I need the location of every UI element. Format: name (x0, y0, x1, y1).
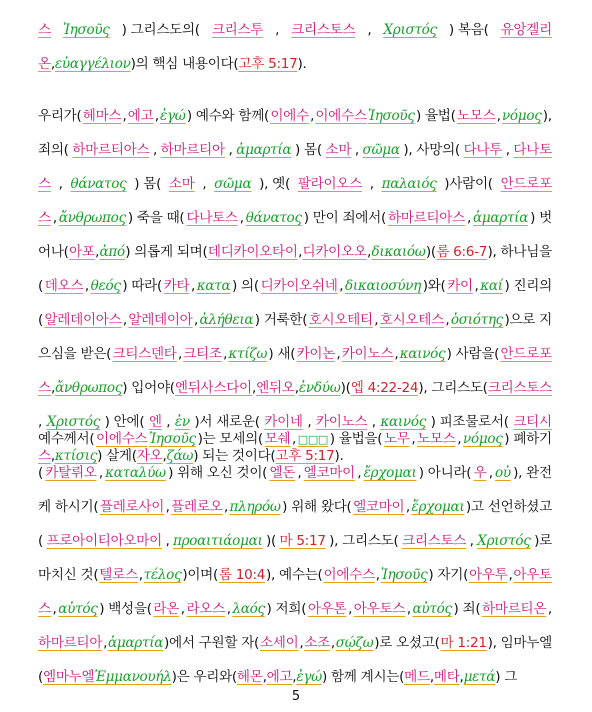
text-line (38, 206, 552, 240)
hebrew-word: □□□ (297, 433, 329, 446)
korean-transliteration: 하마르티아 (160, 142, 225, 158)
greek-word: σῴζω (335, 635, 374, 651)
korean-transliteration: 아우투 (469, 567, 508, 583)
korean-transliteration: 소마 (325, 142, 352, 158)
greek-word: ἐγώ (159, 108, 186, 124)
korean-transliteration: 에고 (266, 669, 293, 685)
body-text: ) 위해 오신 것이( (168, 465, 268, 481)
korean-transliteration: 엠마누엘 (43, 669, 95, 685)
body-text: , (223, 499, 228, 515)
greek-word: προαιτιάομαι (172, 533, 263, 549)
body-text: )은 우리와( (171, 669, 237, 685)
greek-word: Ἰησοῦς (149, 431, 196, 447)
korean-transliteration: 크리스토스 (401, 533, 467, 549)
body-text: , (202, 176, 207, 192)
body-text: ) 예수와 함께( (186, 108, 270, 124)
greek-word: Ἰησοῦς (367, 108, 415, 124)
korean-transliteration: 스 (38, 210, 51, 226)
korean-transliteration: 라오스 (186, 601, 225, 617)
body-text: , (152, 142, 158, 158)
korean-transliteration: 호시오테스 (379, 312, 444, 328)
body-text: , (154, 108, 159, 124)
body-text: , (292, 669, 297, 685)
korean-transliteration: 다나토 (513, 142, 552, 158)
body-text: , (339, 278, 344, 294)
korean-transliteration: 메드 (404, 669, 430, 685)
body-text: ) 백성을( (99, 601, 152, 617)
korean-transliteration: 다나토스 (186, 210, 238, 226)
body-text: ) 안에( (104, 414, 145, 430)
body-text: ) 함께 계시는( (321, 669, 405, 685)
korean-transliteration: 엔뒤사스다이 (174, 380, 252, 396)
body-text: ) 피조물로서( (430, 414, 509, 430)
greek-word: ὁσιότης (450, 312, 503, 328)
greek-word: καί (480, 278, 503, 294)
greek-word: καταλύω (105, 465, 166, 481)
korean-transliteration: 플레로사이 (99, 499, 165, 515)
greek-word: Ἰησοῦς (62, 22, 110, 38)
body-text: ) 만이 죄에서( (303, 210, 386, 226)
body-text: , (252, 380, 257, 396)
body-text: ) 새( (268, 346, 296, 362)
greek-word: οὐ (494, 465, 511, 481)
greek-word: κτίσις (54, 448, 98, 464)
greek-word: ἁμαρτία (107, 635, 164, 651)
greek-word: ἐν (174, 414, 190, 430)
body-text: )서 새로운( (194, 414, 260, 430)
korean-transliteration: 자오 (136, 448, 163, 464)
body-text: , (52, 601, 57, 617)
body-text: ) 진리의 (504, 278, 552, 294)
greek-word: λαός (232, 601, 265, 617)
body-text: )의 핵심 내용이다( (130, 56, 239, 72)
korean-transliteration: 이에수스 (323, 567, 375, 583)
greek-word: Ἐμμανουήλ (94, 669, 172, 685)
body-text: , (52, 210, 57, 226)
korean-transliteration: 엘코마이 (303, 465, 355, 481)
korean-transliteration: 에고 (127, 108, 154, 124)
body-text: ) 벗 (530, 210, 552, 226)
body-text: , (138, 567, 143, 583)
scripture-reference: 엡 4:22-24 (350, 380, 419, 396)
text-line (38, 342, 552, 376)
body-text: , (508, 567, 513, 583)
paragraph-1 (38, 18, 552, 86)
body-text: ) 자기( (428, 567, 469, 583)
greek-word: νόμος (463, 431, 503, 447)
body-text: , (367, 22, 372, 38)
body-text: ), 옛( (259, 176, 291, 192)
body-text: ) 율법을( (329, 431, 383, 447)
body-text: 우리가( (38, 108, 82, 124)
korean-transliteration: 카이논 (296, 346, 336, 362)
scripture-reference: 마 1:21 (440, 635, 487, 651)
korean-transliteration: 이에수스 (315, 108, 367, 124)
body-text: ). (297, 56, 307, 72)
body-text: , (469, 533, 474, 549)
korean-transliteration: 스 (38, 176, 51, 192)
text-line (38, 18, 552, 52)
greek-word: θάνατος (70, 176, 127, 192)
korean-transliteration: 스 (38, 22, 51, 38)
page-number: 5 (291, 689, 301, 704)
greek-word: κτίζω (228, 346, 268, 362)
body-text: , (275, 22, 280, 38)
body-text: ) 아니라( (418, 465, 472, 481)
korean-transliteration: 디카이오쉬네 (260, 278, 338, 294)
korean-transliteration: 노모스 (456, 108, 496, 124)
body-text: , (371, 414, 376, 430)
text-line (38, 495, 552, 529)
korean-transliteration: 아우토스 (353, 601, 406, 617)
body-text: , (330, 635, 335, 651)
korean-transliteration: 스 (38, 380, 51, 396)
body-text: , (122, 108, 127, 124)
greek-word: σῶμα (362, 142, 400, 158)
body-text: , (166, 414, 171, 430)
body-text: ) 저희( (266, 601, 307, 617)
greek-word: εὐαγγέλιον (54, 56, 131, 72)
body-text: 어나( (38, 244, 69, 260)
body-text: ), 완전 (513, 465, 552, 481)
korean-transliteration: 엘코마이 (353, 499, 405, 515)
korean-transliteration: 알레데이아스 (44, 312, 122, 328)
korean-transliteration: 카이노스 (315, 414, 368, 430)
greek-word: κατα (196, 278, 231, 294)
body-text: ) 살게( (97, 448, 137, 464)
korean-transliteration: 아포 (69, 244, 95, 260)
body-text: , (375, 567, 380, 583)
body-text: , (239, 210, 244, 226)
korean-transliteration: 이에수스 (96, 431, 148, 447)
korean-transliteration: 라온 (153, 601, 180, 617)
greek-word: παλαιός (381, 176, 437, 192)
korean-transliteration: 호시오테티 (308, 312, 373, 328)
body-text: , (429, 669, 434, 685)
korean-transliteration: 프로아이티아오마이 (46, 533, 162, 549)
greek-word: ἐνδύω (298, 380, 341, 396)
scripture-reference: 롬 6:6-7 (436, 244, 488, 260)
body-text: ) 그 (495, 669, 518, 685)
korean-transliteration: 스 (38, 448, 51, 464)
korean-transliteration: 안드로포 (500, 176, 552, 192)
greek-word: καινός (380, 414, 427, 430)
body-text: ), (542, 108, 552, 124)
body-text: )와( (422, 278, 446, 294)
korean-transliteration: 하마르티아스 (72, 142, 150, 158)
body-text: , (496, 108, 501, 124)
greek-word: θεός (90, 278, 121, 294)
body-text: ) 의( (232, 278, 259, 294)
korean-transliteration: 크티조 (183, 346, 222, 362)
body-text: , (310, 108, 315, 124)
body-text: )로 오셨고( (374, 635, 440, 651)
greek-word: ἄνθρωπος (58, 210, 126, 226)
greek-word: νόμος (501, 108, 542, 124)
body-text: , (474, 278, 479, 294)
text-line (38, 240, 552, 274)
body-text: , (58, 176, 63, 192)
body-text: ). (334, 448, 344, 464)
body-text: , (299, 635, 304, 651)
body-text: )에서 구원할 자( (164, 635, 260, 651)
body-text: , (50, 448, 55, 464)
body-text: ( (38, 669, 44, 685)
korean-transliteration: 아우톤 (307, 601, 347, 617)
body-text: , (466, 210, 471, 226)
body-text: , (354, 142, 359, 158)
body-text: ) 거룩한( (254, 312, 308, 328)
body-text: , (193, 312, 198, 328)
body-text: )( (340, 380, 351, 396)
body-text: , (405, 499, 410, 515)
body-text: , (165, 533, 170, 549)
body-text: , (374, 312, 379, 328)
text-line (38, 274, 552, 308)
korean-transliteration: 안드로포 (500, 346, 552, 362)
body-text: , (98, 465, 103, 481)
body-text: ) 따라( (122, 278, 163, 294)
body-text: ) 위해 왔다( (282, 499, 352, 515)
korean-transliteration: 헤마스 (82, 108, 122, 124)
greek-word: μετά (463, 669, 496, 685)
korean-transliteration: 크티시 (513, 414, 552, 430)
greek-word: θάνατος (245, 210, 302, 226)
greek-word: ἐγώ (296, 669, 322, 685)
greek-word: τέλος (143, 567, 182, 583)
korean-transliteration: 하마르티온 (482, 601, 547, 617)
korean-transliteration: 카이 (447, 278, 473, 294)
body-text: ( (38, 533, 44, 549)
body-text: ) 그리스도의( (121, 22, 200, 38)
korean-transliteration: 크리스토스 (291, 22, 356, 38)
body-text: , (84, 278, 89, 294)
text-line (38, 308, 552, 342)
body-text: )고 선언하셨고 (465, 499, 552, 515)
body-text: 케 하시기( (38, 499, 99, 515)
greek-word: δικαιόω (371, 244, 426, 260)
greek-word: ἀλήθεια (199, 312, 254, 328)
body-text: ) 사람을( (446, 346, 500, 362)
text-line (38, 631, 552, 665)
body-text: ( (38, 278, 44, 294)
body-text: , (262, 669, 267, 685)
body-text: )는 모세의( (197, 431, 263, 447)
korean-transliteration: 하마르티아스 (387, 210, 465, 226)
greek-word: ἁμαρτία (236, 142, 292, 158)
text-line (38, 376, 552, 410)
body-text: )( (266, 533, 277, 549)
paragraph-2 (38, 104, 552, 478)
scripture-reference: 고후 5:17 (238, 56, 298, 72)
korean-transliteration: 메타 (433, 669, 460, 685)
body-text: ), 사망의( (403, 142, 460, 158)
greek-word: ἔρχομαι (363, 465, 417, 481)
korean-transliteration: 카탈뤼오 (45, 465, 97, 481)
body-text: , (228, 142, 233, 158)
body-text: ) 몸( (294, 142, 322, 158)
body-text: ) 입어야( (122, 380, 175, 396)
body-text: 예수께서( (38, 431, 95, 447)
text-line (38, 172, 552, 206)
body-text: , (122, 312, 127, 328)
korean-transliteration: 헤몬 (236, 669, 263, 685)
greek-word: αὐτός (412, 601, 452, 617)
body-text: , (445, 312, 450, 328)
scripture-reference: 마 5:17 (279, 533, 326, 549)
korean-transliteration: 모쉐 (264, 431, 291, 447)
korean-transliteration: 엔 (148, 414, 162, 430)
greek-word: ἁμαρτία (472, 210, 529, 226)
body-text: ), 그리스도( (329, 533, 399, 549)
body-text: , (406, 601, 411, 617)
body-text: , (50, 56, 55, 72)
body-text: , (336, 346, 341, 362)
body-text: ( (38, 312, 44, 328)
body-text: , (191, 278, 196, 294)
body-text: , (223, 346, 228, 362)
body-text: ) 복음( (448, 22, 489, 38)
korean-transliteration: 디카이오오 (302, 244, 367, 260)
korean-transliteration: 온 (38, 56, 51, 72)
body-text: ) 되는 것이다( (193, 448, 276, 464)
body-text: , (348, 601, 353, 617)
body-text: , (367, 244, 372, 260)
body-text: , (488, 465, 493, 481)
text-line (38, 138, 552, 172)
korean-transliteration: 노모스 (417, 431, 456, 447)
korean-transliteration: 다나투 (463, 142, 503, 158)
korean-transliteration: 데오스 (44, 278, 84, 294)
body-text: , (95, 244, 100, 260)
body-text: , (457, 431, 462, 447)
korean-transliteration: 이에수 (270, 108, 309, 124)
greek-word: καινός (399, 346, 446, 362)
body-text: , (411, 431, 416, 447)
greek-word: Ἰησοῦς (380, 567, 428, 583)
korean-transliteration: 크리스투 (211, 22, 264, 38)
body-text: )( (425, 244, 436, 260)
paragraph-3 (38, 427, 552, 699)
korean-transliteration: 노무 (383, 431, 410, 447)
greek-word: αὐτός (58, 601, 98, 617)
body-text: , (369, 176, 374, 192)
body-text: ( (38, 465, 44, 481)
korean-transliteration: 우 (473, 465, 487, 481)
body-text: , (180, 601, 185, 617)
korean-transliteration: 카이노스 (341, 346, 394, 362)
greek-word: Χριστός (46, 414, 101, 430)
korean-transliteration: 크티스덴타 (112, 346, 177, 362)
korean-transliteration: 크리스토스 (487, 380, 552, 396)
body-text: ) 폐하기 (504, 431, 552, 447)
body-text: , (547, 601, 552, 617)
korean-transliteration: 플레로오 (171, 499, 223, 515)
body-text: ) 의롭게 되며( (125, 244, 208, 260)
korean-transliteration: 엘돈 (269, 465, 296, 481)
body-text: ), 하나님을 (487, 244, 552, 260)
body-text: , (459, 669, 464, 685)
body-text: ), 임마누엘 (487, 635, 552, 651)
korean-transliteration: 스 (38, 601, 51, 617)
korean-transliteration: 팔라이오스 (297, 176, 362, 192)
korean-transliteration: 유앙겔리 (500, 22, 552, 38)
body-text: )이며( (182, 567, 218, 583)
korean-transliteration: 하마르티아 (38, 635, 103, 651)
body-text: , (165, 499, 170, 515)
text-line (38, 427, 552, 461)
text-line (38, 104, 552, 138)
text-line (38, 597, 552, 631)
korean-transliteration: 소세이 (259, 635, 299, 651)
greek-word: ζάω (166, 448, 194, 464)
body-text: ) 율법( (415, 108, 456, 124)
greek-word: πληρόω (229, 499, 281, 515)
body-text: , (177, 346, 182, 362)
greek-word: Χριστός (383, 22, 437, 38)
body-text: , (505, 142, 510, 158)
body-text: , (298, 244, 303, 260)
korean-transliteration: 소조 (304, 635, 330, 651)
body-text: ) 몸( (134, 176, 162, 192)
greek-word: Χριστός (477, 533, 531, 549)
body-text: ) 죄( (453, 601, 481, 617)
greek-word: δικαιοσύνη (344, 278, 422, 294)
greek-word: ἔρχομαι (411, 499, 465, 515)
body-text: , (292, 431, 297, 447)
body-text: 죄의( (38, 142, 69, 158)
body-text: 으심을 받은( (38, 346, 112, 362)
body-text: , (357, 465, 362, 481)
body-text: , (162, 448, 167, 464)
korean-transliteration: 카타 (163, 278, 190, 294)
body-text: , (394, 346, 399, 362)
text-line (38, 529, 552, 563)
body-text: ) 죽을 때( (127, 210, 185, 226)
greek-word: ἀπό (99, 244, 125, 260)
body-text: , (297, 465, 302, 481)
korean-transliteration: 소마 (168, 176, 195, 192)
body-text: )사람이( (444, 176, 493, 192)
text-line (38, 563, 552, 597)
scripture-reference: 고후 5:17 (275, 448, 335, 464)
body-text: , (38, 414, 43, 430)
korean-transliteration: 알레데이아 (128, 312, 193, 328)
body-text: , (226, 601, 231, 617)
body-text: ), 예수는( (266, 567, 323, 583)
body-text: )로 (534, 533, 552, 549)
scripture-reference: 롬 10:4 (218, 567, 266, 583)
korean-transliteration: 텔로스 (99, 567, 138, 583)
text-line (38, 52, 552, 86)
text-line (38, 461, 552, 495)
body-text: ), 그리스도( (418, 380, 488, 396)
body-text: )으로 지 (504, 312, 552, 328)
greek-word: ἄνθρωπος (55, 380, 123, 396)
korean-transliteration: 아우토 (513, 567, 552, 583)
korean-transliteration: 카이네 (264, 414, 303, 430)
body-text: , (294, 380, 299, 396)
korean-transliteration: 데디카이오타이 (207, 244, 298, 260)
body-text: , (307, 414, 312, 430)
body-text: , (50, 380, 55, 396)
body-text: 마치신 것( (38, 567, 99, 583)
body-text: , (103, 635, 108, 651)
greek-word: σῶμα (214, 176, 252, 192)
korean-transliteration: 엔뒤오 (256, 380, 295, 396)
